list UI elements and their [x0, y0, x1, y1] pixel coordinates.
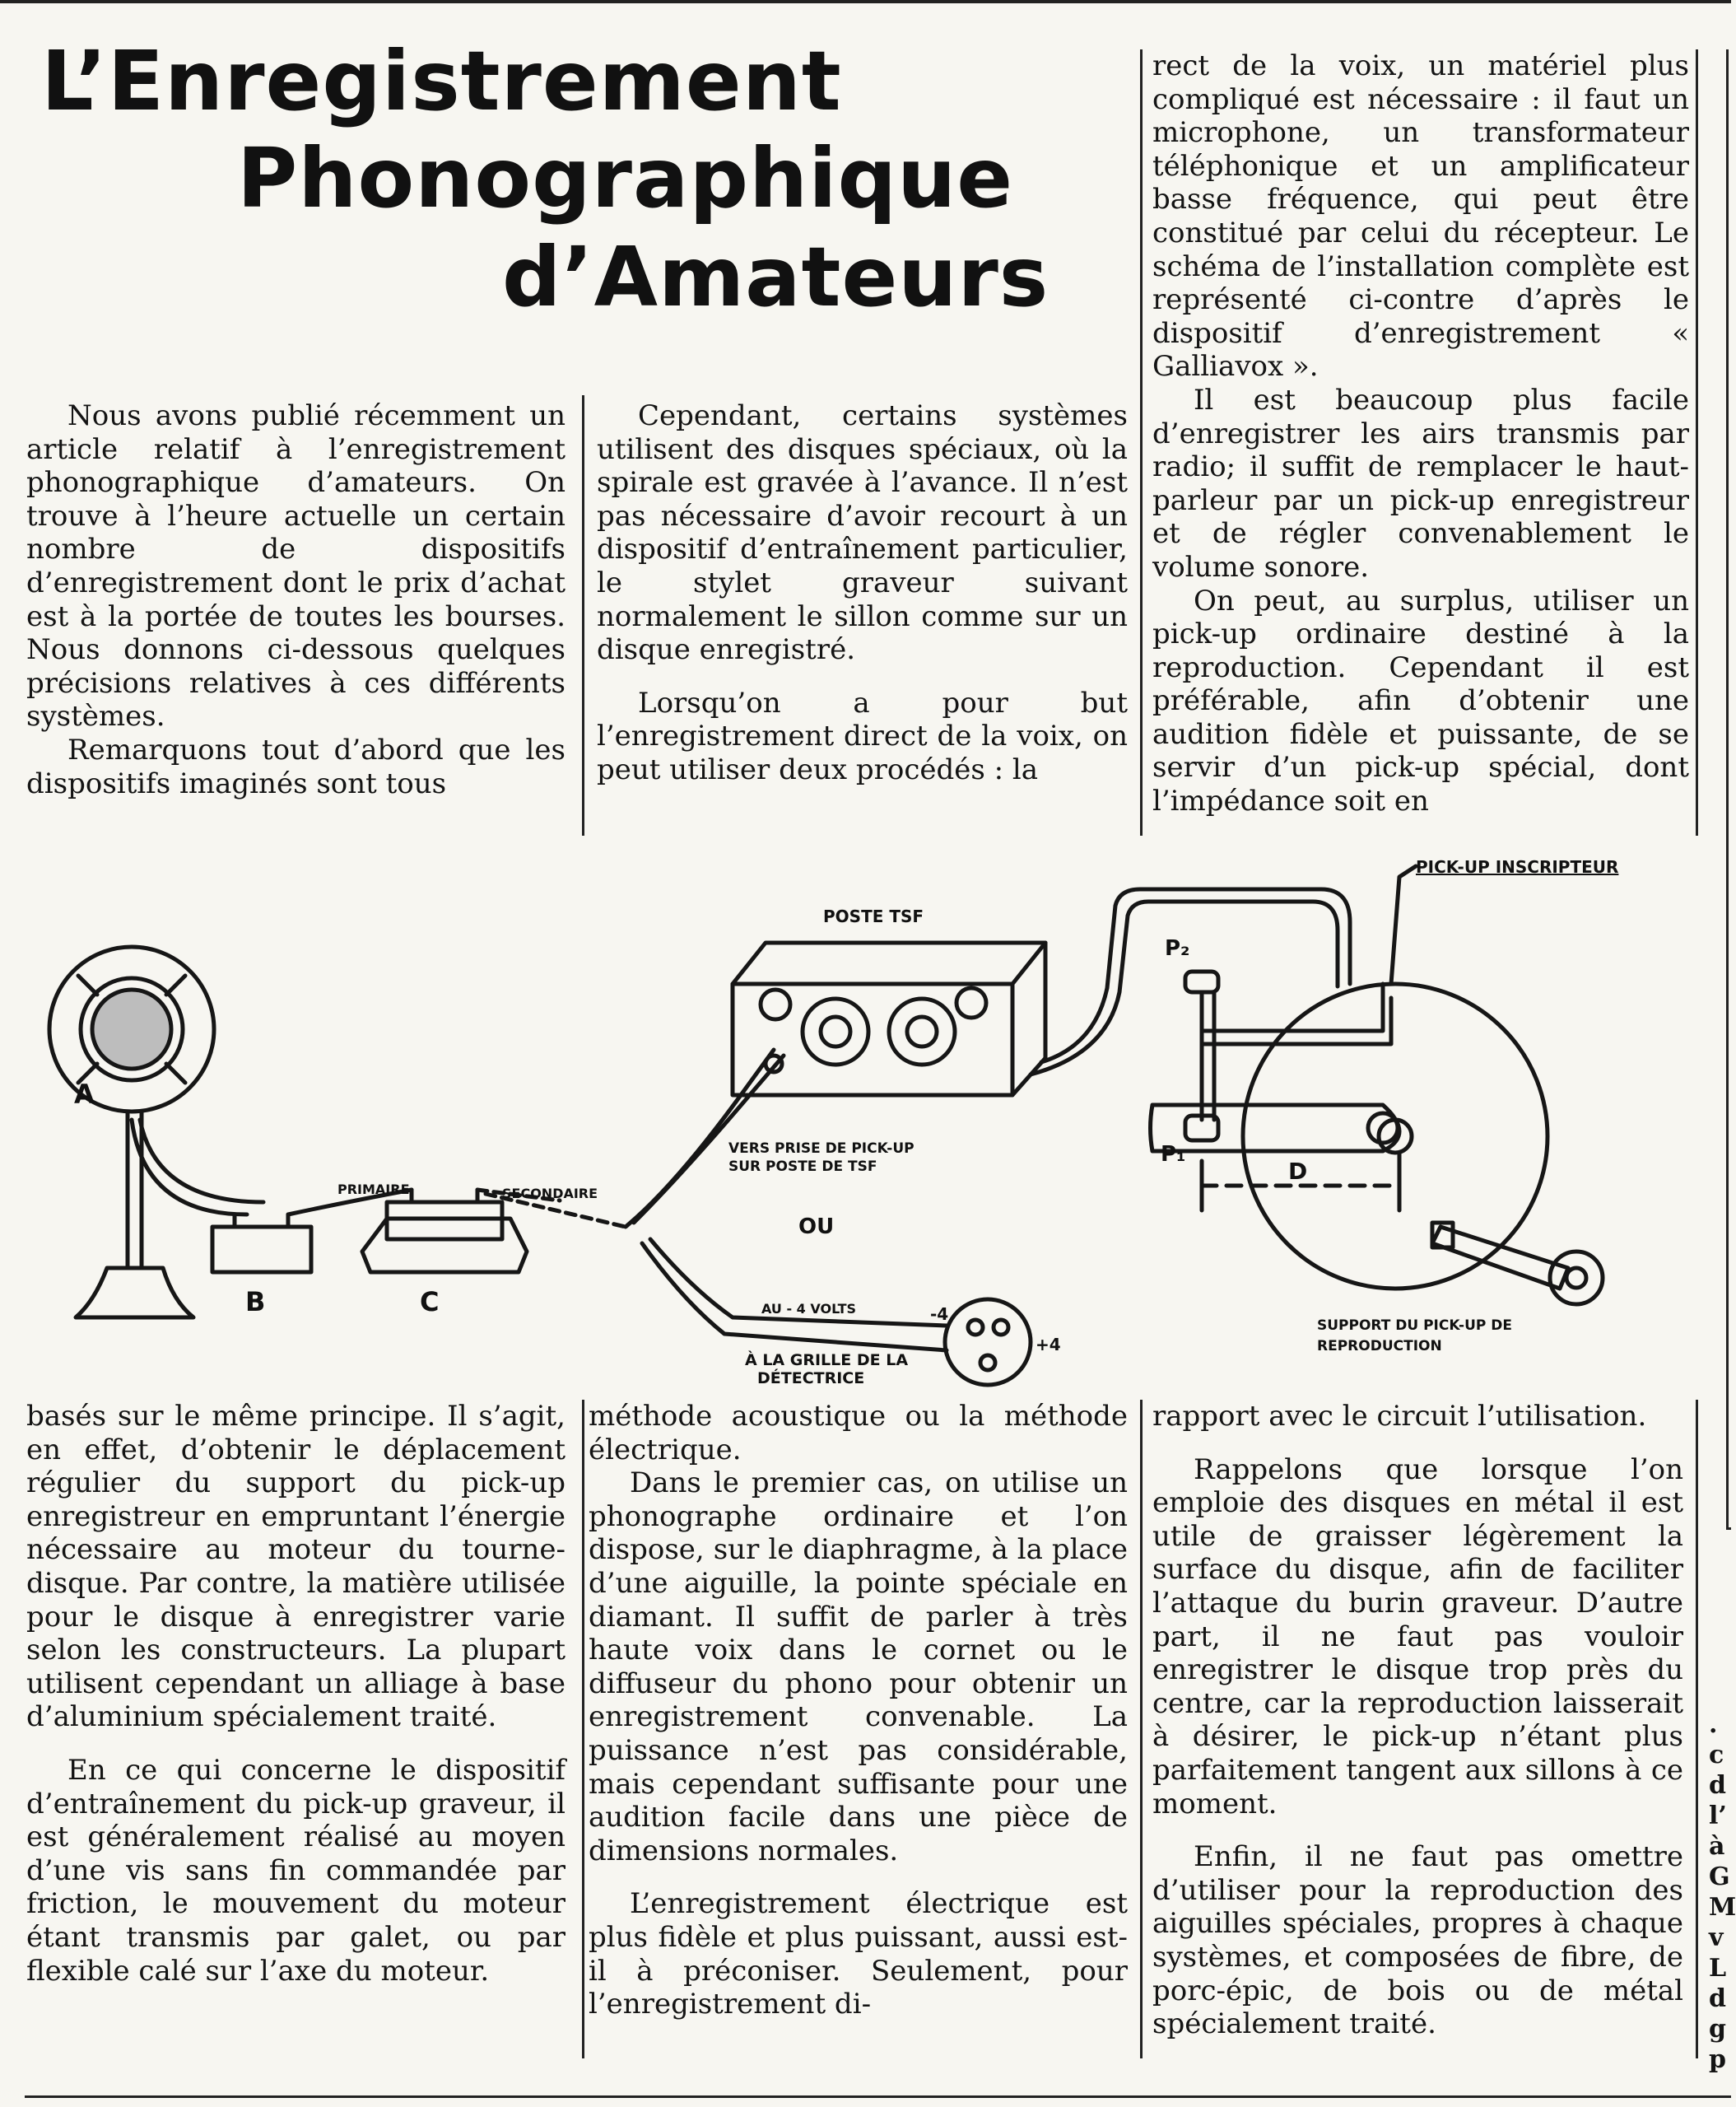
paragraph: L’enregistrement électrique est plus fidèle et plus puissant, aussi est-il à préconiser. Seulement, pour l’enregistrement di- — [589, 1887, 1128, 2021]
label-poste-tsf: POSTE TSF — [823, 907, 924, 926]
paragraph: Dans le premier cas, on utilise un phonographe ordinaire et l’on dispose, sur le diaphragme, à la place d’une aiguille, la pointe spéciale en diamant. Il suffit de parler à très haute voix dans le cornet ou le diffuseur du phono pour obtenir un enregistrement convenable. La puissance n’est pas considérable, mais cependant suffisante pour une audition facile dans une pièce de dimensions normales. — [589, 1466, 1128, 1867]
label-primaire: PRIMAIRE — [337, 1182, 410, 1197]
margin-fragment: v — [1709, 1923, 1724, 1952]
paragraph: Il est beaucoup plus facile d’enregistrer les airs transmis par radio; il suffit de remplacer le haut-parleur par un pick-up enregistreur et de régler convenablement le volume sonore. — [1152, 383, 1689, 584]
label-vers-prise-2: SUR POSTE DE TSF — [728, 1158, 877, 1175]
paragraph: Remarquons tout d’abord que les dispositifs imaginés sont tous — [26, 733, 565, 800]
article-title-line-1: L’Enregistrement — [41, 33, 842, 129]
bottom-column-3 — [1152, 1400, 1683, 2041]
article-title-line-2: Phonographique — [237, 130, 1014, 226]
column-rule-bottom-3 — [1696, 1400, 1698, 2058]
margin-fragment: d — [1709, 1984, 1726, 2013]
paragraph: En ce qui concerne le dispositif d’entraînement du pick-up graveur, il est généralement réalisé au moyen d’une vis sans fin commandée par friction, le mouvement du moteur étant transmis par galet, ou par flexible calé sur l’axe du moteur. — [26, 1753, 565, 1988]
margin-fragment: à — [1709, 1832, 1725, 1861]
margin-fragment: . — [1709, 1710, 1718, 1739]
battery-b — [212, 1227, 311, 1272]
label-p1: P₁ — [1161, 1142, 1186, 1167]
label-minus-4: -4 — [930, 1304, 949, 1324]
paragraph: On peut, au surplus, utiliser un pick-up ordinaire destiné à la reproduction. Cependant il est préférable, afin d’obtenir une audition fidèle et puissante, de se servir d’un pick-up spécial, dont l’impédance soit en — [1152, 584, 1689, 818]
label-d: D — [1288, 1158, 1308, 1185]
paragraph: Enfin, il ne faut pas omettre d’utiliser pour la reproduction des aiguilles spéciales, propres à chaque systèmes, et composées de fibre, de porc-épic, de bois ou de métal spécialement traité. — [1152, 1840, 1683, 2041]
right-box-bottom-rule — [1726, 1527, 1731, 1530]
label-p2: P₂ — [1165, 936, 1190, 961]
paragraph: méthode acoustique ou la méthode électrique. — [589, 1400, 1128, 1466]
label-support-1: SUPPORT DU PICK-UP DE — [1317, 1317, 1513, 1334]
bottom-column-1 — [26, 1400, 565, 1988]
paragraph: rapport avec le circuit l’utilisation. — [1152, 1400, 1647, 1433]
top-column-3 — [1152, 49, 1689, 818]
tsf-receiver-box — [733, 943, 1045, 1095]
paragraph: Lorsqu’on a pour but l’enregistrement direct de la voix, on peut utiliser deux procédés : la — [597, 686, 1128, 786]
label-b: B — [245, 1286, 266, 1317]
bottom-column-2 — [589, 1400, 1128, 2021]
article-title-line-3: d’Amateurs — [502, 229, 1050, 325]
margin-fragment: G — [1709, 1862, 1730, 1891]
label-a: A — [74, 1079, 95, 1110]
column-rule-top-1 — [582, 395, 584, 836]
paragraph: Cependant, certains systèmes utilisent des disques spéciaux, où la spirale est gravée à l’avance. Il n’est pas nécessaire d’avoir recourt à un dispositif d’entraînement particulier, le stylet graveur suivant normalement le sillon comme sur un disque enregistré. — [597, 399, 1128, 667]
margin-fragment: p — [1709, 2045, 1726, 2074]
label-c: C — [420, 1286, 440, 1317]
label-plus-4: +4 — [1036, 1335, 1061, 1354]
margin-fragment: M — [1709, 1893, 1736, 1922]
column-rule-right-long — [1726, 49, 1729, 1527]
top-column-2 — [597, 399, 1128, 787]
top-column-1 — [26, 399, 565, 800]
label-support-2: REPRODUCTION — [1317, 1338, 1442, 1354]
label-vers-prise-1: VERS PRISE DE PICK-UP — [728, 1140, 915, 1157]
label-a-la-grille-2: DÉTECTRICE — [757, 1369, 865, 1387]
label-secondaire: SECONDAIRE — [502, 1186, 598, 1201]
paragraph: rect de la voix, un matériel plus compliqué est nécessaire : il faut un microphone, un transformateur téléphonique et un amplificateur basse fréquence, qui peut être constitué par celui du récepteur. Le schéma de l’installation complète est représenté ci-contre d’après le dispositif d’enregistrement « Galliavox ». — [1152, 49, 1689, 384]
margin-fragment: L — [1709, 1954, 1727, 1983]
margin-fragment: d — [1709, 1771, 1726, 1800]
margin-fragment: c — [1709, 1741, 1724, 1769]
recording-installation-diagram — [0, 840, 1704, 1391]
paragraph: Rappelons que lorsque l’on emploie des disques en métal il est utile de graisser légèrement la surface du disque, afin de faciliter l’attaque du burin graveur. D’autre part, il ne faut pas vouloir enregistrer le disque trop près du centre, car la reproduction laisserait à désirer, le pick-up n’étant plus parfaitement tangent aux sillons à ce moment. — [1152, 1452, 1683, 1820]
column-rule-right-edge — [1696, 49, 1698, 836]
column-rule-bottom-2 — [1140, 1400, 1143, 2058]
label-pickup-inscripteur: PICK-UP INSCRIPTEUR — [1416, 857, 1619, 877]
paragraph: basés sur le même principe. Il s’agit, en effet, d’obtenir le déplacement régulier du support du pick-up enregistreur en empruntant l’énergie nécessaire au moteur du tourne-disque. Par contre, la matière utilisée pour le disque à enregistrer varie selon les constructeurs. La plupart utilisent cependant un alliage à base d’aluminium spécialement traité. — [26, 1400, 565, 1734]
microphone-a — [49, 947, 266, 1317]
margin-fragment: g — [1709, 2015, 1726, 2044]
label-au-4-volts: AU - 4 VOLTS — [761, 1301, 857, 1317]
page-bottom-rule — [25, 2095, 1731, 2098]
reproduction-pickup — [1432, 1223, 1603, 1304]
column-rule-top-2 — [1140, 49, 1143, 836]
column-rule-bottom-1 — [582, 1400, 584, 2058]
margin-fragment: l’ — [1709, 1802, 1727, 1830]
label-ou: OU — [798, 1214, 835, 1239]
grid-plug — [945, 1299, 1031, 1385]
paragraph: Nous avons publié récemment un article relatif à l’enregistrement phonographique d’amateurs. On trouve à l’heure actuelle un certain nombre de dispositifs d’enregistrement dont le prix d’achat est à la portée de toutes les bourses. Nous donnons ci-dessous quelques précisions relatives à ces différents systèmes. — [26, 399, 565, 734]
label-a-la-grille-1: À LA GRILLE DE LA — [745, 1351, 909, 1369]
page-top-rule — [0, 0, 1731, 3]
